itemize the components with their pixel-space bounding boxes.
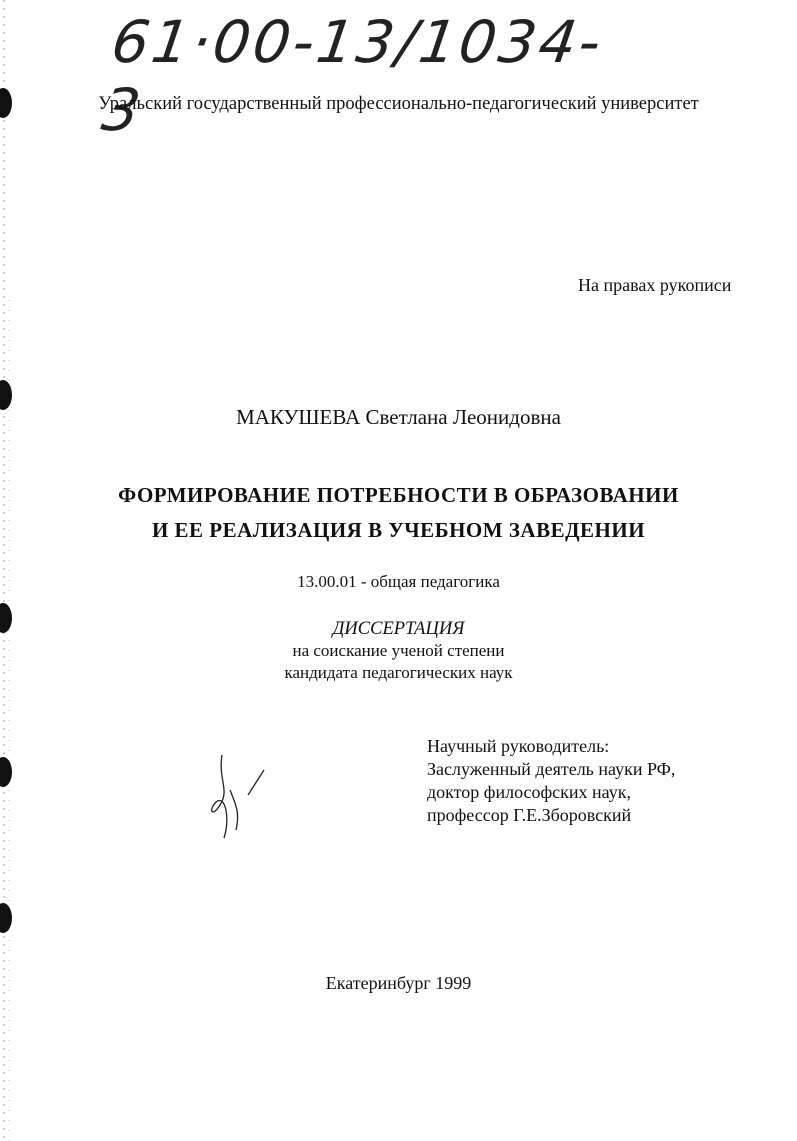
supervisor-label: Научный руководитель:	[427, 736, 610, 756]
title-line-1: ФОРМИРОВАНИЕ ПОТРЕБНОСТИ В ОБРАЗОВАНИИ	[118, 483, 679, 507]
scan-edge-noise	[0, 0, 14, 1141]
supervisor-block	[427, 735, 675, 827]
handwritten-code: 61·00-13/1034-3	[97, 8, 608, 144]
author-name: МАКУШЕВА Светлана Леонидовна	[236, 405, 561, 429]
supervisor-title: Заслуженный деятель науки РФ,	[427, 759, 676, 779]
rights-note: На правах рукописи	[578, 275, 732, 295]
city-year: Екатеринбург 1999	[325, 973, 472, 993]
degree-line-2: кандидата педагогических наук	[284, 663, 513, 682]
dissertation-type: ДИССЕРТАЦИЯ	[332, 619, 465, 639]
signature-mark	[200, 750, 280, 850]
supervisor-name: профессор Г.Е.Зборовский	[427, 805, 632, 825]
supervisor-degree: доктор философских наук,	[427, 782, 631, 802]
dissertation-title	[0, 478, 797, 548]
degree-line-1: на соискание ученой степени	[292, 641, 505, 660]
dissertation-type-block	[0, 618, 797, 684]
specialty-code: 13.00.01 - общая педагогика	[297, 572, 500, 591]
title-line-2: И ЕЕ РЕАЛИЗАЦИЯ В УЧЕБНОМ ЗАВЕДЕНИИ	[151, 518, 646, 542]
university-name: Уральский государственный профессионально-педагогический университет	[98, 94, 699, 114]
